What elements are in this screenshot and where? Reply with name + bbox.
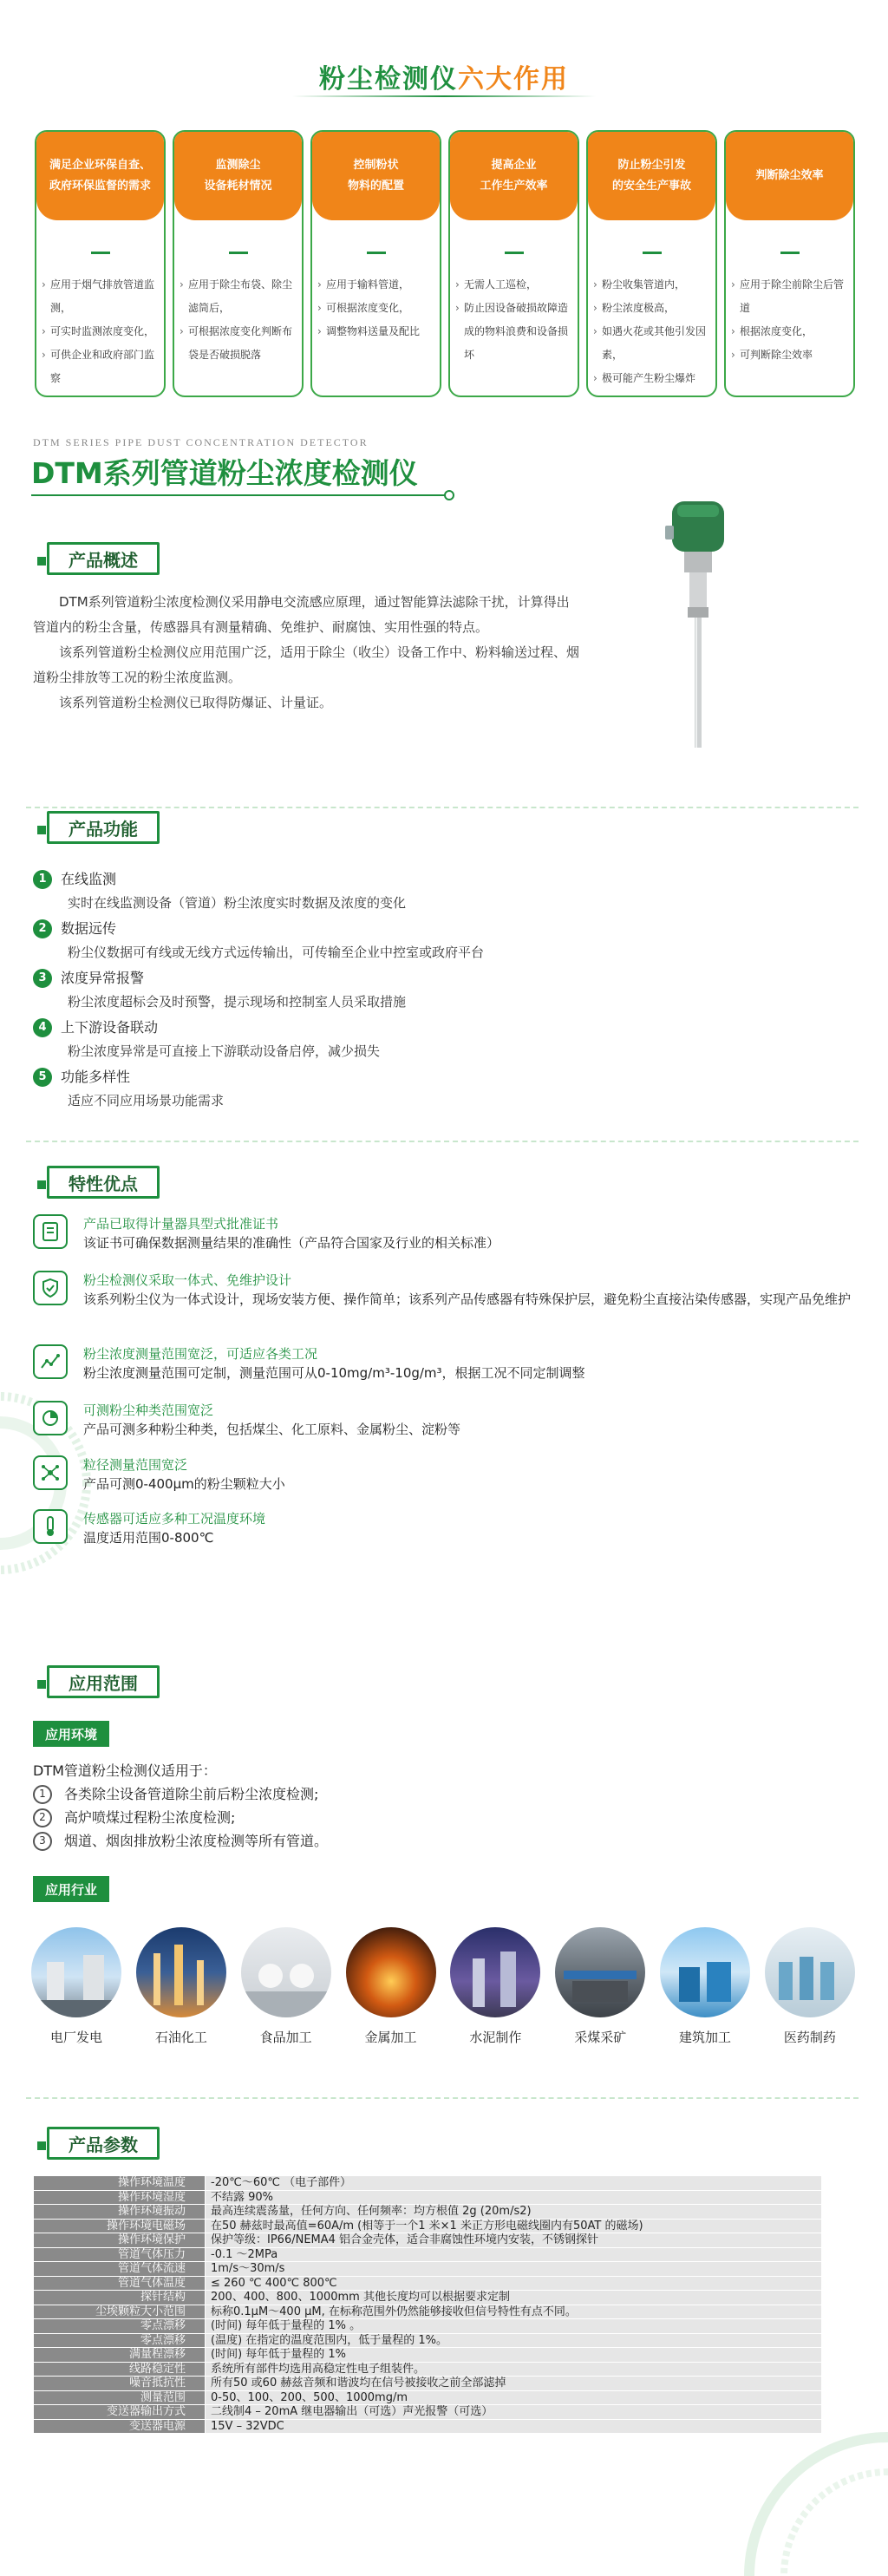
shield-check-icon	[33, 1271, 68, 1305]
card-list	[312, 273, 440, 343]
title-underline	[292, 95, 596, 97]
card-list	[588, 273, 715, 390]
param-key: 操作环境温度	[34, 2176, 206, 2191]
function-title: 浓度异常报警	[61, 970, 145, 986]
number-badge: 1	[33, 1785, 52, 1804]
construction-image	[660, 1927, 750, 2017]
param-value: ≤ 260 ℃ 400℃ 800℃	[206, 2276, 822, 2291]
card-heading: 提高企业 工作生产效率	[450, 132, 578, 220]
table-row	[34, 2390, 822, 2405]
list-item	[33, 1782, 813, 1806]
feature-title: 可测粉尘种类范围宽泛	[83, 1402, 214, 1418]
card-item: › 如遇火花或其他引发因素，	[593, 320, 707, 367]
table-row	[34, 2319, 822, 2334]
param-value: -0.1 ～2MPa	[206, 2247, 822, 2262]
overview-paragraph: DTM系列管道粉尘浓度检测仪采用静电交流感应原理，通过智能算法滤除干扰，计算得出管道内的粉尘含量，传感器具有测量精确、免维护、耐腐蚀、实用性强的特点。	[33, 594, 570, 635]
table-row	[34, 2276, 822, 2291]
food-processing-image	[241, 1927, 331, 2017]
industry-label: 食品加工	[259, 2030, 312, 2045]
param-value: 0-50、100、200、500、1000mg/m	[206, 2390, 822, 2405]
param-key: 噪音抵抗性	[34, 2377, 206, 2391]
function-list	[33, 867, 779, 1115]
section-divider	[26, 807, 859, 808]
table-row	[34, 2262, 822, 2277]
table-row	[34, 2405, 822, 2420]
number-badge: 3	[33, 1832, 52, 1851]
list-item	[33, 1016, 779, 1063]
feature-item	[33, 1214, 865, 1252]
card-item: › 极可能产生粉尘爆炸	[593, 367, 707, 390]
function-card	[310, 130, 441, 397]
param-value: 所有50 或60 赫兹音频和谐波均在信号被接收之前全部滤掉	[206, 2377, 822, 2391]
card-item: › 可根据浓度变化，	[317, 297, 431, 320]
number-badge: 1	[33, 870, 52, 889]
card-heading: 控制粉状 物料的配置	[312, 132, 440, 220]
certificate-icon	[33, 1214, 68, 1249]
series-subtitle: DTM SERIES PIPE DUST CONCENTRATION DETECTOR	[33, 436, 369, 448]
table-row	[34, 2419, 822, 2434]
card-item: › 应用于输料管道，	[317, 273, 431, 297]
param-key: 操作环境保护	[34, 2233, 206, 2248]
card-item: › 可实时监测浓度变化，	[42, 320, 155, 343]
feature-desc: 产品可测多种粉尘种类，包括煤尘、化工原料、金属粉尘、淀粉等	[83, 1422, 461, 1437]
param-value: (温度) 在指定的温度范围内，低于量程的 1%。	[206, 2333, 822, 2348]
param-key: 满量程漂移	[34, 2348, 206, 2363]
tag-application-industry: 应用行业	[33, 1876, 109, 1902]
feature-desc: 温度适用范围0-800℃	[83, 1530, 214, 1546]
list-item	[33, 867, 779, 915]
function-card	[448, 130, 579, 397]
industry-label: 金属加工	[364, 2030, 417, 2045]
list-item	[33, 1065, 779, 1113]
card-heading: 判断除尘效率	[726, 132, 853, 220]
table-row	[34, 2247, 822, 2262]
function-cards	[35, 130, 855, 397]
metal-processing-image	[346, 1927, 436, 2017]
param-value: 在50 赫兹时最高值=60A/m (相等于一个1 米×1 米正方形电磁线圈内有50AT 的磁场)	[206, 2219, 822, 2233]
feature-desc: 该证书可确保数据测量结果的准确性（产品符合国家及行业的相关标准）	[83, 1235, 500, 1251]
number-badge: 2	[33, 919, 52, 938]
list-item	[33, 1806, 813, 1829]
param-value: 200、400、800、1000mm 其他长度均可以根据要求定制	[206, 2291, 822, 2305]
param-key: 变送器电源	[34, 2419, 206, 2434]
section-divider	[26, 2097, 859, 2099]
industry-item	[241, 1927, 331, 2046]
card-heading: 监测除尘 设备耗材情况	[174, 132, 302, 220]
card-item: › 根据浓度变化，	[731, 320, 845, 343]
card-list	[174, 273, 302, 367]
card-item: › 防止因设备破损故障造成的物料浪费和设备损坏	[455, 297, 569, 367]
feature-item	[33, 1271, 865, 1309]
feature-title: 粉尘检测仪采取一体式、免维护设计	[83, 1272, 292, 1288]
application-item: 高炉喷煤过程粉尘浓度检测;	[64, 1809, 236, 1826]
pharmaceutical-image	[765, 1927, 855, 2017]
param-key: 操作环境湿度	[34, 2190, 206, 2205]
card-item: › 粉尘浓度极高，	[593, 297, 707, 320]
param-key: 管道气体温度	[34, 2276, 206, 2291]
card-divider	[505, 252, 524, 254]
card-item: › 可根据浓度变化判断布袋是否破损脱落	[180, 320, 293, 367]
feature-item	[33, 1509, 865, 1547]
industry-label: 医药制药	[783, 2030, 836, 2045]
title-rule-dot	[444, 490, 454, 500]
list-item	[33, 917, 779, 964]
feature-title: 产品已取得计量器具型式批准证书	[83, 1216, 279, 1232]
feature-desc: 产品可测0-400μm的粉尘颗粒大小	[83, 1476, 285, 1492]
table-row	[34, 2348, 822, 2363]
param-key: 变送器输出方式	[34, 2405, 206, 2420]
feature-title: 粒径测量范围宽泛	[83, 1457, 188, 1473]
application-intro: DTM管道粉尘检测仪适用于：	[33, 1762, 217, 1779]
card-divider	[367, 252, 386, 254]
section-label-functions: 产品功能	[47, 811, 160, 844]
industry-item	[555, 1927, 645, 2046]
function-title: 在线监测	[61, 871, 117, 887]
param-value: 标称0.1μM～400 μM, 在标称范围外仍然能够接收但信号特性有点不同。	[206, 2305, 822, 2319]
param-value: 系统所有部件均选用高稳定性电子组装件。	[206, 2362, 822, 2377]
industry-item	[450, 1927, 540, 2046]
card-item: › 粉尘收集管道内，	[593, 273, 707, 297]
number-badge: 5	[33, 1068, 52, 1087]
overview-text	[33, 590, 579, 716]
card-list	[36, 273, 164, 390]
feature-item	[33, 1455, 865, 1494]
param-key: 管道气体流速	[34, 2262, 206, 2277]
section-label-overview: 产品概述	[47, 542, 160, 575]
molecule-icon	[33, 1455, 68, 1490]
decor-circle-icon	[720, 2411, 888, 2576]
card-item: › 应用于烟气排放管道监测，	[42, 273, 155, 320]
param-key: 线路稳定性	[34, 2362, 206, 2377]
feature-title: 传感器可适应多种工况温度环境	[83, 1511, 266, 1527]
pie-chart-icon	[33, 1401, 68, 1435]
overview-paragraph: 该系列管道粉尘检测仪已取得防爆证、计量证。	[59, 695, 333, 710]
param-key: 零点漂移	[34, 2333, 206, 2348]
power-plant-image	[31, 1927, 121, 2017]
param-key: 管道气体压力	[34, 2247, 206, 2262]
function-desc: 实时在线监测设备（管道）粉尘浓度实时数据及浓度的变化	[68, 895, 407, 911]
param-key: 测量范围	[34, 2390, 206, 2405]
overview-paragraph: 该系列管道粉尘检测仪应用范围广泛，适用于除尘（收尘）设备工作中、粉料输送过程、烟道粉尘排放等工况的粉尘浓度监测。	[33, 644, 580, 685]
application-list	[33, 1759, 813, 1853]
table-row	[34, 2176, 822, 2191]
feature-title: 粉尘浓度测量范围宽泛，可适应各类工况	[83, 1346, 318, 1362]
application-item: 各类除尘设备管道除尘前后粉尘浓度检测;	[64, 1786, 319, 1802]
feature-item	[33, 1401, 865, 1439]
industry-item	[346, 1927, 436, 2046]
card-divider	[780, 252, 800, 254]
function-title: 上下游设备联动	[61, 1019, 159, 1036]
section-label-features: 特性优点	[47, 1166, 160, 1199]
function-desc: 粉尘浓度超标会及时预警，提示现场和控制室人员采取措施	[68, 994, 407, 1010]
card-list	[726, 273, 853, 367]
industry-item	[31, 1927, 121, 2046]
param-value: 1m/s～30m/s	[206, 2262, 822, 2277]
product-title: DTM系列管道粉尘浓度检测仪	[31, 456, 418, 490]
function-desc: 适应不同应用场景功能需求	[68, 1093, 225, 1108]
section-divider	[26, 1141, 859, 1142]
industry-item	[136, 1927, 226, 2046]
thermometer-icon	[33, 1509, 68, 1544]
table-row	[34, 2233, 822, 2248]
params-table-body	[34, 2176, 822, 2434]
industry-label: 石油化工	[154, 2030, 207, 2045]
function-desc: 粉尘仪数据可有线或无线方式远传输出，可传输至企业中控室或政府平台	[68, 945, 485, 960]
card-item: › 可供企业和政府部门监察	[42, 343, 155, 390]
table-row	[34, 2219, 822, 2233]
coal-mining-image	[555, 1927, 645, 2017]
six-functions-title	[0, 57, 888, 95]
industry-item	[660, 1927, 750, 2046]
industry-item	[765, 1927, 855, 2046]
number-badge: 4	[33, 1018, 52, 1037]
table-row	[34, 2291, 822, 2305]
param-value: 不结露 90%	[206, 2190, 822, 2205]
dust-detector-image	[646, 494, 750, 755]
card-item: › 应用于除尘前除尘后管道	[731, 273, 845, 320]
param-value: (时间) 每年低于量程的 1%	[206, 2348, 822, 2363]
param-value: -20℃～60℃ （电子部件）	[206, 2176, 822, 2191]
table-row	[34, 2377, 822, 2391]
function-desc: 粉尘浓度异常是可直接上下游联动设备启停，减少损失	[68, 1043, 381, 1059]
card-item: › 无需人工巡检，	[455, 273, 569, 297]
card-item: › 调整物料送量及配比	[317, 320, 431, 343]
petrochemical-image	[136, 1927, 226, 2017]
table-row	[34, 2190, 822, 2205]
function-card	[35, 130, 166, 397]
param-value: 保护等级：IP66/NEMA4 铝合金壳体，适合非腐蚀性环境内安装，不锈钢探针	[206, 2233, 822, 2248]
tag-application-env: 应用环境	[33, 1721, 109, 1747]
industry-label: 建筑加工	[679, 2030, 732, 2045]
param-key: 操作环境电磁场	[34, 2219, 206, 2233]
feature-desc: 粉尘浓度测量范围可定制，测量范围可从0-10mg/m³-10g/m³，根据工况不同定制调整	[83, 1365, 585, 1381]
section-label-params: 产品参数	[47, 2127, 160, 2160]
card-divider	[643, 252, 662, 254]
card-divider	[91, 252, 110, 254]
title-rule	[31, 494, 447, 496]
feature-item	[33, 1344, 865, 1383]
card-heading: 满足企业环保自查、 政府环保监督的需求	[36, 132, 164, 220]
function-card	[173, 130, 304, 397]
industry-row	[31, 1927, 855, 2046]
table-row	[34, 2305, 822, 2319]
application-item: 烟道、烟囱排放粉尘浓度检测等所有管道。	[64, 1833, 329, 1849]
line-chart-icon	[33, 1344, 68, 1379]
number-badge: 2	[33, 1808, 52, 1827]
card-divider	[229, 252, 248, 254]
card-heading: 防止粉尘引发 的安全生产事故	[588, 132, 715, 220]
param-key: 探针结构	[34, 2291, 206, 2305]
param-value: 最高连续震荡量，任何方向、任何频率：均方根值 2g (20m/s2)	[206, 2205, 822, 2220]
param-value: 15V – 32VDC	[206, 2419, 822, 2434]
list-item	[33, 1829, 813, 1853]
card-item: › 应用于除尘布袋、除尘滤筒后，	[180, 273, 293, 320]
feature-desc: 该系列粉尘仪为一体式设计，现场安装方便、操作简单；该系列产品传感器有特殊保护层，避免粉尘直接沾染传感器，实现产品免维护	[83, 1291, 852, 1307]
industry-label: 电厂发电	[49, 2030, 102, 2045]
function-title: 功能多样性	[61, 1069, 131, 1085]
param-value: (时间) 每年低于量程的 1% 。	[206, 2319, 822, 2334]
industry-label: 水泥制作	[469, 2030, 522, 2045]
cement-plant-image	[450, 1927, 540, 2017]
title-orange-part: 六大作用	[458, 64, 569, 95]
section-label-application: 应用范围	[47, 1665, 160, 1698]
card-list	[450, 273, 578, 367]
param-value: 二线制4 – 20mA 继电器输出（可选）声光报警（可选）	[206, 2405, 822, 2420]
param-key: 尘埃颗粒大小范围	[34, 2305, 206, 2319]
card-item: › 可判断除尘效率	[731, 343, 845, 367]
function-card	[586, 130, 717, 397]
table-row	[34, 2333, 822, 2348]
number-badge: 3	[33, 969, 52, 988]
param-key: 操作环境振动	[34, 2205, 206, 2220]
param-key: 零点漂移	[34, 2319, 206, 2334]
table-row	[34, 2362, 822, 2377]
function-title: 数据远传	[61, 920, 117, 937]
function-card	[724, 130, 855, 397]
params-table	[33, 2175, 822, 2434]
list-item	[33, 966, 779, 1014]
title-green-part: 粉尘检测仪	[319, 64, 458, 95]
industry-label: 采煤采矿	[574, 2030, 627, 2045]
table-row	[34, 2205, 822, 2220]
